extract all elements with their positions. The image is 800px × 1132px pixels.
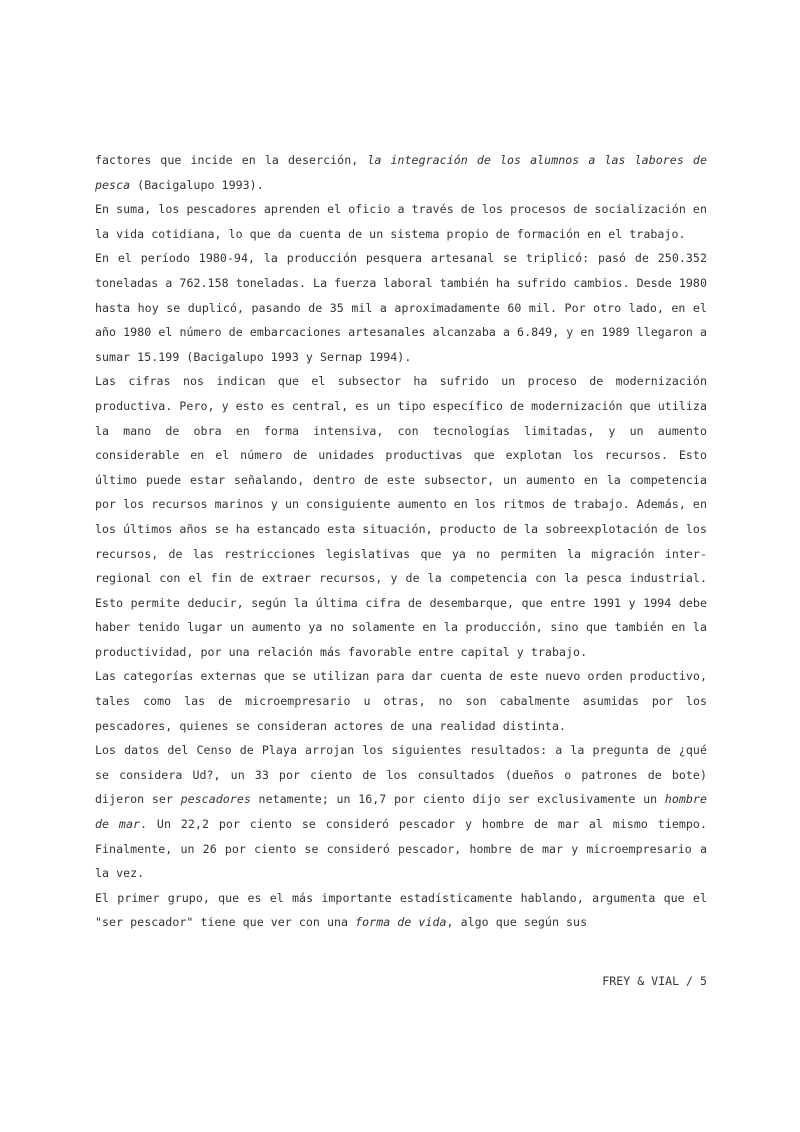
paragraph-7 [95, 886, 707, 935]
paragraph-3 [95, 246, 707, 369]
paragraph-4 [95, 369, 707, 664]
paragraph-2 [95, 197, 707, 246]
paragraph-3-part-1: En el período 1980-94, la producción pesquera artesanal se triplicó: pasó de 250.352 toneladas a 762.158 toneladas. La fuerza laboral también ha sufrido cambios. Desde 1980 hasta hoy se duplicó, pasando de 35 mil a aproximadamente 60 mil. Por otro lado, en el año 1980 el número de embarcaciones artesanales alcanzaba a 6.849, y en 1989 llegaron a sumar 15.199 (Bacigalupo 1993 y Sernap 1994). [95, 251, 707, 364]
paragraph-7-part-1: El primer grupo, que es el más importante estadísticamente hablando, argumenta que el "ser pescador" tiene que ver con una [95, 890, 707, 930]
paragraph-6-part-4: hombre de mar [95, 792, 707, 832]
paragraph-6 [95, 738, 707, 886]
paragraph-6-part-5: . Un 22,2 por ciento se consideró pescador y hombre de mar al mismo tiempo. Finalmente, un 26 por ciento se consideró pescador, hombre de mar y microempresario a la vez. [95, 817, 707, 881]
document-page [95, 148, 707, 935]
paragraph-4-part-1: Las cifras nos indican que el subsector ha sufrido un proceso de modernización productiva. Pero, y esto es central, es un tipo específico de modernización que utiliza la mano de obra en forma intensiva, con tecnologías limitadas, y un aumento considerable en el número de unidades productivas que explotan los recursos. Esto último puede estar señalando, dentro de este subsector, un aumento en la competencia por los recursos marinos y un consiguiente aumento en los ritmos de trabajo. Además, en los últimos años se ha estancado esta situación, producto de la sobreexplotación de los recursos, de las restricciones legislativas que ya no permiten la migración inter-regional con el fin de extraer recursos, y de la competencia con la pesca industrial. Esto permite deducir, según la última cifra de desembarque, que entre 1991 y 1994 debe haber tenido lugar un aumento ya no solamente en la producción, sino que también en la productividad, por una relación más favorable entre capital y trabajo. [95, 374, 707, 659]
paragraph-2-part-1: En suma, los pescadores aprenden el oficio a través de los procesos de socialización en la vida cotidiana, lo que da cuenta de un sistema propio de formación en el trabajo. [95, 202, 707, 241]
paragraph-1-part-2: la integración de los alumnos a las labores de pesca [95, 153, 707, 192]
page-footer-running-head: FREY & VIAL / 5 [602, 974, 707, 988]
paragraph-1-part-3: (Bacigalupo 1993). [130, 177, 264, 192]
paragraph-6-part-3: netamente; un 16,7 por ciento dijo ser exclusivamente un [250, 792, 665, 807]
paragraph-1 [95, 148, 707, 197]
paragraph-5 [95, 664, 707, 738]
paragraph-6-part-1: Los datos del Censo de Playa arrojan los siguientes resultados: a la pregunta de ¿qué se considera Ud?, un 33 por ciento de los consultados (dueños o patrones de bote) dijeron ser [95, 743, 707, 807]
paragraph-7-part-2: forma de vida [355, 915, 447, 930]
paragraph-7-part-3: , algo que según sus [446, 915, 588, 930]
paragraph-1-part-1: factores que incide en la deserción, [95, 153, 368, 167]
paragraph-6-part-2: pescadores [180, 792, 251, 807]
paragraph-5-part-1: Las categorías externas que se utilizan para dar cuenta de este nuevo orden productivo, tales como las de microempresario u otras, no son cabalmente asumidas por los pescadores, quienes se consideran actores de una realidad distinta. [95, 669, 707, 733]
